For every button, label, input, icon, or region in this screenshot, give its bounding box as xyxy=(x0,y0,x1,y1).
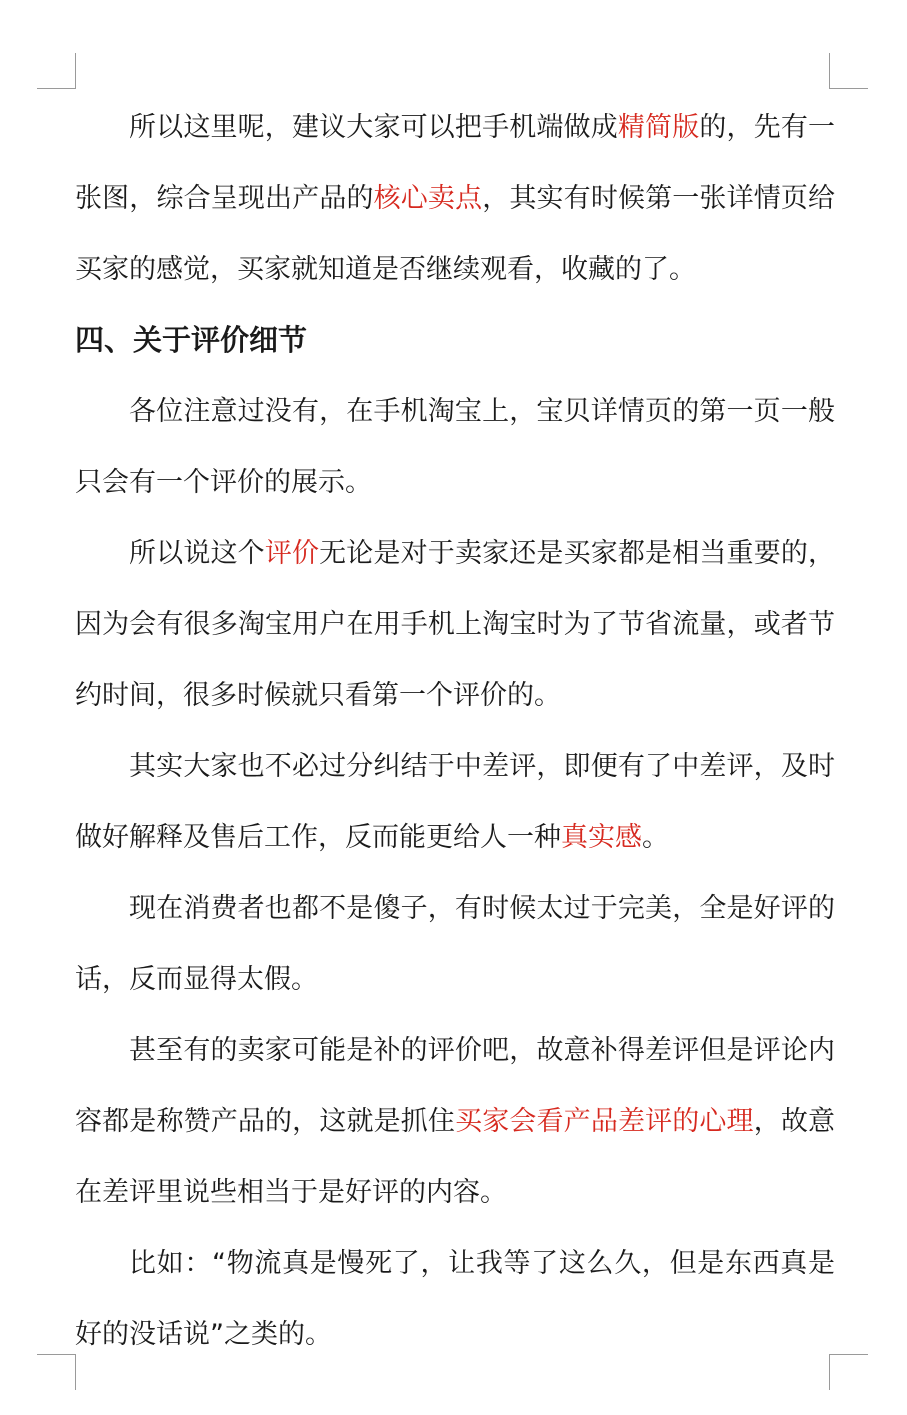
page-corner-mark-bottom-left xyxy=(37,1354,76,1390)
paragraph-text: ，其实有时候第一张详情页给买家的感觉，买家就知道是否继续观看，收藏的了。 xyxy=(75,183,836,285)
body-paragraph xyxy=(75,873,835,1015)
paragraph-text: 。 xyxy=(642,822,669,853)
body-paragraph xyxy=(75,1228,835,1370)
paragraph-text: 的，先有一张图，综合呈现出产品的 xyxy=(75,112,836,214)
paragraph-text: 各位注意过没有，在手机淘宝上，宝贝详情页的第一页一般只会有一个评价的展示。 xyxy=(75,396,835,498)
highlighted-text: 精简版 xyxy=(617,112,700,143)
section-heading xyxy=(75,305,835,376)
paragraph-text: 所以这里呢，建议大家可以把手机端做成 xyxy=(129,112,618,143)
paragraph-text: 所以说这个 xyxy=(129,538,265,569)
highlighted-text: 真实感 xyxy=(561,822,642,853)
highlighted-text: 评价 xyxy=(264,538,320,569)
body-paragraph xyxy=(75,376,835,518)
document-body xyxy=(75,92,835,1370)
body-paragraph xyxy=(75,92,835,305)
paragraph-text: 无论是对于卖家还是买家都是相当重要的，因为会有很多淘宝用户在用手机上淘宝时为了节省流量，或者节约时间，很多时候就只看第一个评价的。 xyxy=(75,538,836,711)
paragraph-text: 甚至有的卖家可能是补的评价吧，故意补得差评但是评论内容都是称赞产品的，这就是抓住 xyxy=(75,1035,835,1137)
body-paragraph xyxy=(75,731,835,873)
paragraph-text: 四、关于评价细节 xyxy=(75,323,308,357)
paragraph-text: 其实大家也不必过分纠结于中差评，即便有了中差评，及时做好解释及售后工作，反而能更给人一种 xyxy=(75,751,835,853)
highlighted-text: 买家会看产品差评的心理 xyxy=(455,1106,754,1137)
paragraph-text: 现在消费者也都不是傻子，有时候太过于完美，全是好评的话，反而显得太假。 xyxy=(75,893,835,995)
body-paragraph xyxy=(75,518,835,731)
body-paragraph xyxy=(75,1015,835,1228)
page-corner-mark-top-right xyxy=(829,53,868,89)
paragraph-text: ，故意在差评里说些相当于是好评的内容。 xyxy=(75,1106,836,1208)
paragraph-text: 比如：“物流真是慢死了，让我等了这么久，但是东西真是好的没话说”之类的。 xyxy=(75,1248,835,1350)
highlighted-text: 核心卖点 xyxy=(373,183,483,214)
page-corner-mark-top-left xyxy=(37,53,76,89)
